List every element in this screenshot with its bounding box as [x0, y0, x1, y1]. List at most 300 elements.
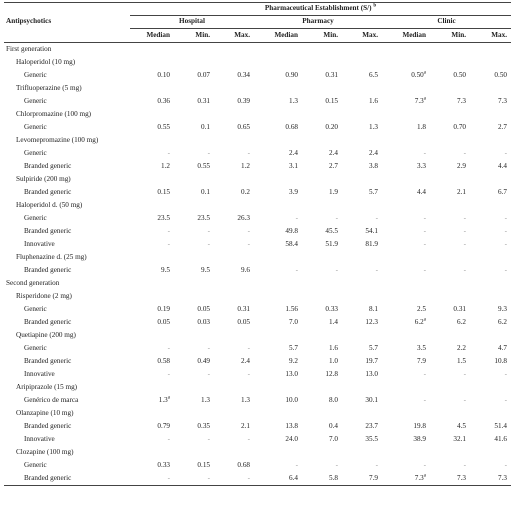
empty-cell: [342, 82, 382, 95]
price-cell: -: [167, 226, 170, 235]
stat-header: Min.: [302, 29, 342, 43]
price-cell: -: [504, 148, 507, 157]
table-row: [4, 394, 511, 407]
product-type-label: Branded generic: [24, 317, 72, 326]
price-cell: -: [130, 472, 174, 486]
product-type-label: Branded generic: [24, 226, 72, 235]
price-cell: 13.0: [285, 369, 298, 378]
price-cell: 0.05: [237, 317, 250, 326]
empty-cell: [302, 108, 342, 121]
empty-cell: [430, 134, 470, 147]
empty-cell: [174, 56, 214, 69]
price-cell: -: [207, 369, 210, 378]
section-row: [4, 43, 511, 57]
price-cell: 3.1: [289, 161, 298, 170]
table-row: [4, 355, 511, 368]
drug-label: Chlorpromazine (100 mg): [16, 109, 92, 118]
drug-row: [4, 199, 511, 212]
section-row: [4, 277, 511, 290]
price-cell: 2.7: [329, 161, 338, 170]
empty-cell: [214, 82, 254, 95]
price-cell: 1.4: [329, 317, 338, 326]
price-cell: 2.4: [329, 148, 338, 157]
price-cell: 4.4: [498, 161, 507, 170]
price-cell: 6.7: [498, 187, 507, 196]
empty-cell: [342, 277, 382, 290]
product-type-label: Branded generic: [24, 161, 72, 170]
table-row: [4, 121, 511, 134]
price-cell: 23.7: [365, 421, 378, 430]
footnote-marker: a: [423, 473, 426, 479]
price-cell: -: [247, 343, 250, 352]
table-row: [4, 238, 511, 251]
price-cell: 7.3$^a$: [414, 96, 426, 105]
empty-cell: [342, 251, 382, 264]
price-cell: 7.3: [470, 472, 511, 486]
price-cell: -: [207, 239, 210, 248]
empty-cell: [254, 43, 302, 57]
price-cell: 4.4: [417, 187, 426, 196]
price-cell: 0.05: [197, 304, 210, 313]
price-cell: 9.2: [289, 356, 298, 365]
product-type-label: Branded generic: [4, 472, 130, 486]
stat-header: Median: [130, 29, 174, 43]
price-cell: 2.9: [457, 161, 466, 170]
price-cell: -: [167, 434, 170, 443]
empty-cell: [470, 134, 511, 147]
empty-cell: [470, 173, 511, 186]
price-cell: 30.1: [365, 395, 378, 404]
price-cell: 0.68: [285, 122, 298, 131]
price-cell: 19.8: [413, 421, 426, 430]
empty-cell: [174, 173, 214, 186]
empty-cell: [130, 173, 174, 186]
price-cell: 3.5: [417, 343, 426, 352]
empty-cell: [430, 173, 470, 186]
price-cell: 51.4: [494, 421, 507, 430]
price-cell: 13.8: [285, 421, 298, 430]
stat-header: Min.: [430, 29, 470, 43]
empty-cell: [382, 407, 430, 420]
price-cell: 9.5: [161, 265, 170, 274]
empty-cell: [254, 199, 302, 212]
price-cell: 1.6: [329, 343, 338, 352]
empty-cell: [382, 56, 430, 69]
product-type-label: Branded generic: [24, 421, 72, 430]
row-label-header: Antipsychotics: [6, 17, 52, 26]
price-cell: 1.56: [285, 304, 298, 313]
price-cell: 0.36: [157, 96, 170, 105]
price-cell: 0.07: [197, 70, 210, 79]
price-cell: 7.0: [329, 434, 338, 443]
empty-cell: [130, 56, 174, 69]
empty-cell: [174, 199, 214, 212]
price-cell: 0.31: [453, 304, 466, 313]
empty-cell: [302, 407, 342, 420]
empty-cell: [342, 108, 382, 121]
price-cell: 0.68: [237, 460, 250, 469]
price-cell: -: [295, 460, 298, 469]
price-cell: 0.50: [453, 70, 466, 79]
price-cell: -: [423, 226, 426, 235]
price-cell: 0.15: [157, 187, 170, 196]
drug-label: Haloperidol d. (50 mg): [16, 200, 83, 209]
drug-label: Trifluoperazine (5 mg): [16, 83, 82, 92]
empty-cell: [214, 134, 254, 147]
empty-cell: [430, 251, 470, 264]
price-cell: 6.2: [457, 317, 466, 326]
price-cell: 0.05: [157, 317, 170, 326]
price-cell: 0.50$^a$: [411, 70, 426, 79]
table-row: [4, 472, 511, 486]
price-cell: 51.9: [325, 239, 338, 248]
footnote-marker: a: [167, 395, 170, 401]
product-type-label: Generic: [24, 304, 47, 313]
empty-cell: [214, 108, 254, 121]
empty-cell: [382, 381, 430, 394]
drug-label: Clozapine (100 mg): [16, 447, 74, 456]
drug-label: Fluphenazine d. (25 mg): [16, 252, 87, 261]
price-cell: -: [167, 148, 170, 157]
drug-row: [4, 56, 511, 69]
empty-cell: [130, 82, 174, 95]
price-cell: 0.1: [201, 187, 210, 196]
price-cell: 2.7: [498, 122, 507, 131]
price-cell: 0.55: [197, 161, 210, 170]
empty-cell: [342, 329, 382, 342]
drug-row: [4, 82, 511, 95]
price-cell: 10.8: [494, 356, 507, 365]
price-cell: 7.3: [430, 472, 470, 486]
price-cell: 1.3: [369, 122, 378, 131]
product-type-label: Generic: [24, 148, 47, 157]
empty-cell: [174, 134, 214, 147]
empty-cell: [214, 290, 254, 303]
price-cell: 32.1: [453, 434, 466, 443]
empty-cell: [470, 407, 511, 420]
empty-cell: [430, 277, 470, 290]
price-cell: 0.19: [157, 304, 170, 313]
table-body: [4, 43, 511, 486]
price-cell: -: [423, 213, 426, 222]
price-cell: 3.9: [289, 187, 298, 196]
empty-cell: [302, 381, 342, 394]
empty-cell: [302, 56, 342, 69]
price-cell: 45.5: [325, 226, 338, 235]
empty-cell: [302, 446, 342, 459]
empty-cell: [430, 82, 470, 95]
footnote-marker: a: [423, 317, 426, 323]
empty-cell: [470, 199, 511, 212]
drug-label: Olanzapine (10 mg): [16, 408, 74, 417]
empty-cell: [214, 56, 254, 69]
price-cell: 0.50: [494, 70, 507, 79]
empty-cell: [470, 329, 511, 342]
price-cell: 0.31: [325, 70, 338, 79]
price-cell: 0.1: [201, 122, 210, 131]
drug-row: [4, 251, 511, 264]
price-cell: 0.10: [157, 70, 170, 79]
price-cell: 0.4: [329, 421, 338, 430]
price-cell: 8.0: [329, 395, 338, 404]
price-cell: 23.5: [157, 213, 170, 222]
empty-cell: [342, 43, 382, 57]
price-cell: 1.0: [329, 356, 338, 365]
table-row: [4, 212, 511, 225]
empty-cell: [342, 381, 382, 394]
price-cell: 7.3: [457, 96, 466, 105]
empty-cell: [302, 82, 342, 95]
empty-cell: [254, 381, 302, 394]
price-cell: -: [214, 472, 254, 486]
table-row: [4, 147, 511, 160]
empty-cell: [430, 381, 470, 394]
empty-cell: [382, 134, 430, 147]
footnote-marker: a: [423, 96, 426, 102]
price-cell: -: [504, 239, 507, 248]
price-cell: 5.8: [302, 472, 342, 486]
price-cell: -: [207, 226, 210, 235]
price-cell: 7.3: [498, 96, 507, 105]
empty-cell: [130, 251, 174, 264]
price-cell: 8.1: [369, 304, 378, 313]
price-cell: 5.7: [289, 343, 298, 352]
price-cell: 38.9: [413, 434, 426, 443]
price-cell: 0.2: [241, 187, 250, 196]
price-cell: 0.65: [237, 122, 250, 131]
price-cell: -: [423, 369, 426, 378]
price-cell: 6.2$^a$: [414, 317, 426, 326]
drug-label: Haloperidol (10 mg): [16, 57, 76, 66]
empty-cell: [130, 329, 174, 342]
table-row: [4, 316, 511, 329]
empty-cell: [130, 407, 174, 420]
empty-cell: [174, 277, 214, 290]
empty-cell: [254, 290, 302, 303]
empty-cell: [470, 82, 511, 95]
empty-cell: [174, 407, 214, 420]
empty-cell: [174, 290, 214, 303]
price-cell: -: [504, 265, 507, 274]
group-title: Pharmaceutical Establishment (S/): [264, 4, 372, 13]
empty-cell: [342, 56, 382, 69]
price-cell: -: [423, 395, 426, 404]
empty-cell: [470, 290, 511, 303]
price-cell: 10.0: [285, 395, 298, 404]
drug-row: [4, 329, 511, 342]
price-cell: -: [247, 226, 250, 235]
product-type-label: Generic: [24, 122, 47, 131]
price-cell: 1.3: [201, 395, 210, 404]
price-cell: 0.34: [237, 70, 250, 79]
table-row: [4, 368, 511, 381]
price-cell: -: [375, 213, 378, 222]
empty-cell: [302, 134, 342, 147]
drug-label: Sulpiride (200 mg): [16, 174, 71, 183]
empty-cell: [382, 329, 430, 342]
price-cell: -: [167, 239, 170, 248]
price-cell: 0.15: [325, 96, 338, 105]
price-cell: 7.3$^a$: [382, 472, 430, 486]
empty-cell: [254, 329, 302, 342]
empty-cell: [342, 199, 382, 212]
empty-cell: [174, 329, 214, 342]
price-cell: -: [504, 369, 507, 378]
price-cell: -: [463, 226, 466, 235]
price-cell: -: [335, 213, 338, 222]
empty-cell: [130, 290, 174, 303]
price-cell: 0.33: [325, 304, 338, 313]
antipsychotic-price-table: [4, 2, 511, 486]
empty-cell: [254, 82, 302, 95]
price-cell: 0.70: [453, 122, 466, 131]
empty-cell: [470, 43, 511, 57]
empty-cell: [130, 381, 174, 394]
table-row: [4, 264, 511, 277]
price-cell: 1.3: [289, 96, 298, 105]
empty-cell: [342, 134, 382, 147]
product-type-label: Generic: [24, 70, 47, 79]
price-cell: -: [247, 239, 250, 248]
price-cell: 7.0: [289, 317, 298, 326]
empty-cell: [214, 381, 254, 394]
price-cell: 23.5: [197, 213, 210, 222]
price-cell: 1.2: [161, 161, 170, 170]
price-cell: 2.1: [241, 421, 250, 430]
price-cell: -: [247, 148, 250, 157]
empty-cell: [382, 43, 430, 57]
empty-cell: [214, 43, 254, 57]
table-row: [4, 459, 511, 472]
section-label: Second generation: [6, 278, 60, 287]
price-cell: -: [207, 148, 210, 157]
product-type-label: Genérico de marca: [24, 395, 79, 404]
empty-cell: [254, 251, 302, 264]
price-cell: -: [504, 460, 507, 469]
table-row: [4, 95, 511, 108]
price-cell: -: [463, 239, 466, 248]
empty-cell: [302, 251, 342, 264]
price-cell: 41.6: [494, 434, 507, 443]
price-cell: -: [335, 460, 338, 469]
empty-cell: [470, 56, 511, 69]
price-cell: 26.3: [237, 213, 250, 222]
product-type-label: Generic: [24, 213, 47, 222]
price-cell: -: [463, 148, 466, 157]
price-cell: 12.8: [325, 369, 338, 378]
price-cell: 1.5: [457, 356, 466, 365]
price-cell: -: [423, 148, 426, 157]
price-cell: 58.4: [285, 239, 298, 248]
price-cell: 9.3: [498, 304, 507, 313]
empty-cell: [430, 108, 470, 121]
empty-cell: [214, 251, 254, 264]
empty-cell: [174, 108, 214, 121]
drug-row: [4, 381, 511, 394]
empty-cell: [174, 446, 214, 459]
table-row: [4, 160, 511, 173]
drug-row: [4, 108, 511, 121]
empty-cell: [382, 199, 430, 212]
empty-cell: [342, 290, 382, 303]
price-cell: 0.90: [285, 70, 298, 79]
empty-cell: [382, 251, 430, 264]
price-cell: 9.5: [201, 265, 210, 274]
empty-cell: [130, 277, 174, 290]
price-cell: -: [423, 460, 426, 469]
price-cell: -: [335, 265, 338, 274]
price-cell: 3.3: [417, 161, 426, 170]
empty-cell: [302, 290, 342, 303]
table-row: [4, 186, 511, 199]
empty-cell: [130, 134, 174, 147]
price-cell: -: [463, 460, 466, 469]
price-cell: -: [375, 460, 378, 469]
price-cell: 0.49: [197, 356, 210, 365]
price-cell: -: [423, 265, 426, 274]
drug-label: Risperidone (2 mg): [16, 291, 72, 300]
empty-cell: [430, 290, 470, 303]
empty-cell: [214, 173, 254, 186]
stat-header: Median: [254, 29, 302, 43]
product-type-label: Generic: [24, 460, 47, 469]
empty-cell: [302, 43, 342, 57]
empty-cell: [430, 56, 470, 69]
price-cell: 49.8: [285, 226, 298, 235]
price-cell: 4.7: [498, 343, 507, 352]
price-cell: 2.2: [457, 343, 466, 352]
empty-cell: [254, 56, 302, 69]
stat-header: Max.: [342, 29, 382, 43]
price-cell: -: [167, 343, 170, 352]
empty-cell: [470, 277, 511, 290]
price-cell: 6.5: [369, 70, 378, 79]
empty-cell: [302, 199, 342, 212]
empty-cell: [130, 108, 174, 121]
price-cell: -: [463, 395, 466, 404]
empty-cell: [254, 108, 302, 121]
group-header: [130, 3, 511, 16]
empty-cell: [302, 277, 342, 290]
price-cell: -: [504, 213, 507, 222]
header-spacer: [4, 29, 130, 43]
price-cell: 6.2: [498, 317, 507, 326]
price-cell: 0.35: [197, 421, 210, 430]
footnote-marker: a: [423, 70, 426, 76]
empty-cell: [430, 407, 470, 420]
empty-cell: [382, 290, 430, 303]
empty-cell: [214, 407, 254, 420]
empty-cell: [382, 446, 430, 459]
price-cell: 0.33: [157, 460, 170, 469]
price-cell: 12.3: [365, 317, 378, 326]
empty-cell: [342, 407, 382, 420]
price-cell: 1.6: [369, 96, 378, 105]
stat-header: Max.: [214, 29, 254, 43]
price-cell: 0.58: [157, 356, 170, 365]
table-row: [4, 342, 511, 355]
price-cell: 24.0: [285, 434, 298, 443]
price-cell: -: [167, 369, 170, 378]
section-label: First generation: [6, 44, 52, 53]
price-cell: 5.7: [369, 343, 378, 352]
table-row: [4, 433, 511, 446]
price-cell: 1.2: [241, 161, 250, 170]
drug-label: Quetiapine (200 mg): [16, 330, 76, 339]
price-cell: 0.15: [197, 460, 210, 469]
empty-cell: [430, 446, 470, 459]
empty-cell: [214, 446, 254, 459]
